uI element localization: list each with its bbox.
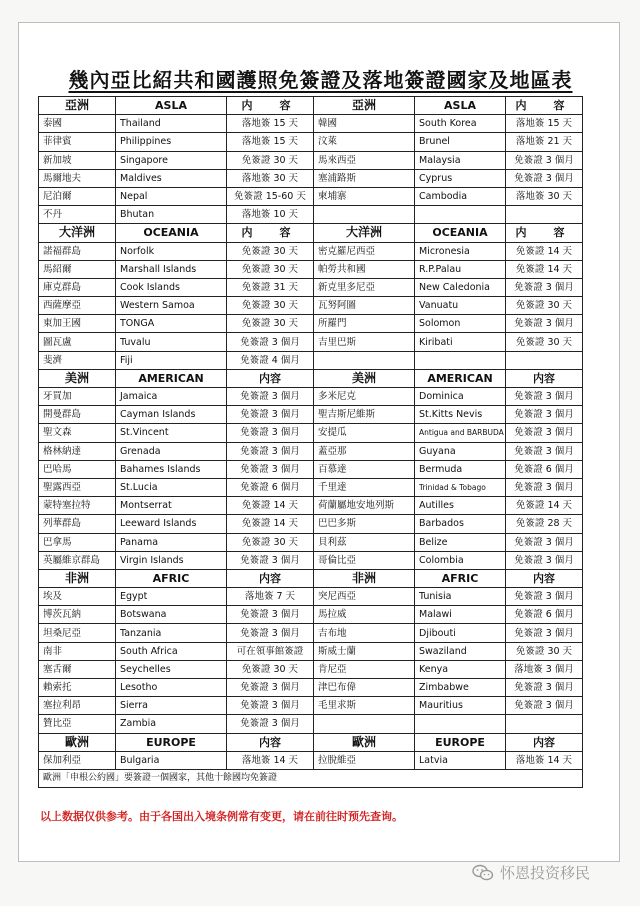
- country-en-right: Guyana: [415, 442, 506, 460]
- footnote-row: [39, 769, 583, 787]
- country-cn-right: 哥倫比亞: [314, 551, 415, 569]
- country-cn: 博茨瓦納: [39, 606, 116, 624]
- table-row: [39, 242, 583, 260]
- country-cn-right: [314, 351, 415, 369]
- country-en: Philippines: [116, 133, 227, 151]
- table-row: [39, 388, 583, 406]
- visa-status: 落地簽 15 天: [227, 115, 314, 133]
- country-en: Marshall Islands: [116, 260, 227, 278]
- region-en-left: AMERICAN: [116, 369, 227, 387]
- country-cn: 列華群島: [39, 515, 116, 533]
- country-en: Panama: [116, 533, 227, 551]
- region-cn-right: 大洋洲: [314, 224, 415, 242]
- country-en-right: Micronesia: [415, 242, 506, 260]
- country-cn: 保加利亞: [39, 751, 116, 769]
- country-en-right: Cyprus: [415, 169, 506, 187]
- visa-status: 免簽證 3 個月: [227, 424, 314, 442]
- table-row: [39, 187, 583, 205]
- country-cn-right: 斯威士蘭: [314, 642, 415, 660]
- country-en: TONGA: [116, 315, 227, 333]
- visa-status: 免簽證 14 天: [227, 497, 314, 515]
- content-header-right: 内容: [506, 733, 583, 751]
- country-cn: 菲律賓: [39, 133, 116, 151]
- country-en: Sierra: [116, 697, 227, 715]
- table-row: [39, 460, 583, 478]
- visa-status-right: 免簽證 3 個月: [506, 697, 583, 715]
- region-en-left: ASLA: [116, 97, 227, 115]
- country-cn-right: 安提瓜: [314, 424, 415, 442]
- country-cn: 諾福群島: [39, 242, 116, 260]
- visa-status-right: 免簽證 3 個月: [506, 442, 583, 460]
- content-header-left: 内 容: [227, 97, 314, 115]
- visa-status-right: 落地簽 21 天: [506, 133, 583, 151]
- region-en-right: AFRIC: [415, 569, 506, 587]
- country-en-right: Malaysia: [415, 151, 506, 169]
- country-cn: 新加坡: [39, 151, 116, 169]
- content-header-left: 内 容: [227, 224, 314, 242]
- country-cn: 格林納達: [39, 442, 116, 460]
- visa-status-right: 免簽證 3 個月: [506, 551, 583, 569]
- visa-status-right: [506, 206, 583, 224]
- table-row: [39, 115, 583, 133]
- country-en: Montserrat: [116, 497, 227, 515]
- visa-status-right: 免簽證 3 個月: [506, 533, 583, 551]
- country-en: Thailand: [116, 115, 227, 133]
- content-header-right: 内 容: [506, 224, 583, 242]
- visa-status-right: 免簽證 28 天: [506, 515, 583, 533]
- visa-status: 免簽證 3 個月: [227, 606, 314, 624]
- country-en-right: Mauritius: [415, 697, 506, 715]
- country-en: Western Samoa: [116, 297, 227, 315]
- country-cn-right: 肯尼亞: [314, 660, 415, 678]
- visa-status-right: 免簽證 3 個月: [506, 388, 583, 406]
- document-title: 幾內亞比紹共和國護照免簽證及落地簽證國家及地區表: [68, 68, 573, 92]
- table-row: [39, 151, 583, 169]
- visa-status: 免簽證 30 天: [227, 297, 314, 315]
- country-en: St.Lucia: [116, 478, 227, 496]
- table-row: [39, 333, 583, 351]
- section-header-row: [39, 569, 583, 587]
- country-cn: 尼泊爾: [39, 187, 116, 205]
- country-cn-right: 塞浦路斯: [314, 169, 415, 187]
- visa-status: 免簽證 3 個月: [227, 697, 314, 715]
- region-cn-left: 美洲: [39, 369, 116, 387]
- country-en: Jamaica: [116, 388, 227, 406]
- country-cn: 南非: [39, 642, 116, 660]
- visa-status: 免簽證 30 天: [227, 242, 314, 260]
- visa-status-right: 免簽證 30 天: [506, 297, 583, 315]
- country-en-right: Trinidad & Tobago: [415, 478, 506, 496]
- country-en-right: Autilles: [415, 497, 506, 515]
- table-row: [39, 715, 583, 733]
- country-en-right: [415, 715, 506, 733]
- country-cn-right: [314, 206, 415, 224]
- region-cn-right: 亞洲: [314, 97, 415, 115]
- visa-status: 免簽證 3 個月: [227, 388, 314, 406]
- country-cn-right: 荷蘭屬地安地列斯: [314, 497, 415, 515]
- visa-status-right: 免簽證 3 個月: [506, 588, 583, 606]
- visa-status: 免簽證 30 天: [227, 315, 314, 333]
- region-cn-left: 歐洲: [39, 733, 116, 751]
- watermark: [472, 862, 590, 883]
- visa-status: 免簽證 3 個月: [227, 551, 314, 569]
- country-cn: 聖文森: [39, 424, 116, 442]
- country-cn: 塞舌爾: [39, 660, 116, 678]
- country-en: Seychelles: [116, 660, 227, 678]
- visa-status-right: [506, 715, 583, 733]
- table-row: [39, 588, 583, 606]
- country-en-right: Zimbabwe: [415, 679, 506, 697]
- country-cn: 巴拿馬: [39, 533, 116, 551]
- visa-status: 落地簽 15 天: [227, 133, 314, 151]
- visa-status: 免簽證 30 天: [227, 660, 314, 678]
- visa-status-right: 落地簽 30 天: [506, 187, 583, 205]
- region-cn-right: 歐洲: [314, 733, 415, 751]
- country-cn-right: 百慕達: [314, 460, 415, 478]
- visa-status: 免簽證 30 天: [227, 533, 314, 551]
- country-en-right: Antigua and BARBUDA: [415, 424, 506, 442]
- country-cn-right: 柬埔寨: [314, 187, 415, 205]
- visa-status: 落地簽 14 天: [227, 751, 314, 769]
- country-cn: 賴索托: [39, 679, 116, 697]
- visa-status: 免簽證 3 個月: [227, 460, 314, 478]
- region-en-left: EUROPE: [116, 733, 227, 751]
- country-en-right: Belize: [415, 533, 506, 551]
- country-cn: 馬紹爾: [39, 260, 116, 278]
- visa-status-right: [506, 351, 583, 369]
- country-cn-right: 所羅門: [314, 315, 415, 333]
- visa-status: 免簽證 31 天: [227, 278, 314, 296]
- table-row: [39, 533, 583, 551]
- schengen-footnote: 歐洲「申根公約國」要簽證一個國家，其他十餘國均免簽證: [39, 769, 583, 787]
- visa-status-right: 免簽證 3 個月: [506, 278, 583, 296]
- visa-status: 免簽證 14 天: [227, 515, 314, 533]
- country-en-right: Bermuda: [415, 460, 506, 478]
- country-cn-right: 帕勞共和國: [314, 260, 415, 278]
- visa-status-right: 免簽證 30 天: [506, 642, 583, 660]
- country-en-right: Kiribati: [415, 333, 506, 351]
- country-cn: 贊比亞: [39, 715, 116, 733]
- section-header-row: [39, 97, 583, 115]
- table-row: [39, 697, 583, 715]
- region-en-left: OCEANIA: [116, 224, 227, 242]
- content-header-left: 内容: [227, 369, 314, 387]
- table-row: [39, 642, 583, 660]
- country-cn: 開曼群島: [39, 406, 116, 424]
- table-row: [39, 442, 583, 460]
- country-en: Tuvalu: [116, 333, 227, 351]
- country-cn-right: 多米尼克: [314, 388, 415, 406]
- visa-status: 免簽證 3 個月: [227, 624, 314, 642]
- country-en: Norfolk: [116, 242, 227, 260]
- country-cn: 坦桑尼亞: [39, 624, 116, 642]
- country-en: Nepal: [116, 187, 227, 205]
- country-en: Virgin Islands: [116, 551, 227, 569]
- section-header-row: [39, 369, 583, 387]
- table-row: [39, 660, 583, 678]
- country-cn-right: 密克羅尼西亞: [314, 242, 415, 260]
- table-row: [39, 315, 583, 333]
- content-header-right: 内 容: [506, 97, 583, 115]
- country-en-right: [415, 351, 506, 369]
- country-en-right: Colombia: [415, 551, 506, 569]
- country-cn: 不丹: [39, 206, 116, 224]
- visa-status-right: 免簽證 3 個月: [506, 169, 583, 187]
- country-cn: 庫克群島: [39, 278, 116, 296]
- country-en-right: R.P.Palau: [415, 260, 506, 278]
- visa-status-right: 免簽證 3 個月: [506, 315, 583, 333]
- country-en: Botswana: [116, 606, 227, 624]
- visa-status-right: 免簽證 3 個月: [506, 424, 583, 442]
- country-cn: 埃及: [39, 588, 116, 606]
- country-cn-right: 貝利茲: [314, 533, 415, 551]
- country-en-right: Latvia: [415, 751, 506, 769]
- country-cn-right: 蓋亞那: [314, 442, 415, 460]
- section-header-row: [39, 224, 583, 242]
- table-row: [39, 679, 583, 697]
- country-en: St.Vincent: [116, 424, 227, 442]
- table-row: [39, 478, 583, 496]
- country-cn-right: 馬來西亞: [314, 151, 415, 169]
- region-en-right: OCEANIA: [415, 224, 506, 242]
- visa-status-right: 免簽證 3 個月: [506, 151, 583, 169]
- country-en-right: New Caledonia: [415, 278, 506, 296]
- visa-status: 可在領事館簽證: [227, 642, 314, 660]
- table-row: [39, 278, 583, 296]
- table-row: [39, 406, 583, 424]
- country-cn-right: 韓國: [314, 115, 415, 133]
- country-en-right: Tunisia: [415, 588, 506, 606]
- country-cn-right: 聖吉斯尼維斯: [314, 406, 415, 424]
- country-cn-right: 新克里多尼亞: [314, 278, 415, 296]
- country-en-right: St.Kitts Nevis: [415, 406, 506, 424]
- country-cn: 東加王國: [39, 315, 116, 333]
- section-header-row: [39, 733, 583, 751]
- visa-status-right: 免簽證 30 天: [506, 333, 583, 351]
- visa-table-body: [39, 97, 583, 788]
- country-cn-right: 馬拉威: [314, 606, 415, 624]
- region-cn-left: 非洲: [39, 569, 116, 587]
- table-row: [39, 169, 583, 187]
- country-cn-right: 毛里求斯: [314, 697, 415, 715]
- country-cn: 牙買加: [39, 388, 116, 406]
- visa-status: 落地簽 7 天: [227, 588, 314, 606]
- visa-status-right: 免簽證 14 天: [506, 242, 583, 260]
- country-cn: 斐濟: [39, 351, 116, 369]
- visa-status: 免簽證 30 天: [227, 151, 314, 169]
- country-en-right: Vanuatu: [415, 297, 506, 315]
- country-en-right: Swaziland: [415, 642, 506, 660]
- content-header-right: 内容: [506, 569, 583, 587]
- visa-status: 落地簽 10 天: [227, 206, 314, 224]
- country-cn-right: 巴巴多斯: [314, 515, 415, 533]
- content-header-right: 内容: [506, 369, 583, 387]
- table-row: [39, 297, 583, 315]
- table-row: [39, 424, 583, 442]
- region-en-right: ASLA: [415, 97, 506, 115]
- country-en: Fiji: [116, 351, 227, 369]
- visa-table: [38, 96, 583, 788]
- country-cn-right: 吉布地: [314, 624, 415, 642]
- country-cn-right: [314, 715, 415, 733]
- table-row: [39, 515, 583, 533]
- wechat-icon: [472, 864, 494, 882]
- visa-status: 免簽證 4 個月: [227, 351, 314, 369]
- country-en-right: Kenya: [415, 660, 506, 678]
- visa-status-right: 免簽證 6 個月: [506, 460, 583, 478]
- country-en-right: [415, 206, 506, 224]
- country-cn-right: 突尼西亞: [314, 588, 415, 606]
- country-en-right: South Korea: [415, 115, 506, 133]
- country-en: Grenada: [116, 442, 227, 460]
- region-cn-right: 美洲: [314, 369, 415, 387]
- region-en-right: AMERICAN: [415, 369, 506, 387]
- region-en-left: AFRIC: [116, 569, 227, 587]
- country-en-right: Malawi: [415, 606, 506, 624]
- country-en: Bulgaria: [116, 751, 227, 769]
- country-cn-right: 津巴布偉: [314, 679, 415, 697]
- region-cn-left: 亞洲: [39, 97, 116, 115]
- country-en: Maldives: [116, 169, 227, 187]
- country-en: Cook Islands: [116, 278, 227, 296]
- country-en-right: Djibouti: [415, 624, 506, 642]
- country-en: Egypt: [116, 588, 227, 606]
- country-cn-right: 千里達: [314, 478, 415, 496]
- country-en-right: Brunel: [415, 133, 506, 151]
- visa-status-right: 免簽證 14 天: [506, 497, 583, 515]
- watermark-text: 怀恩投资移民: [500, 864, 591, 882]
- visa-status-right: 免簽證 3 個月: [506, 478, 583, 496]
- table-row: [39, 497, 583, 515]
- visa-status-right: 免簽證 3 個月: [506, 624, 583, 642]
- visa-status-right: 落地簽 15 天: [506, 115, 583, 133]
- country-cn: 英屬維京群島: [39, 551, 116, 569]
- content-header-left: 内容: [227, 733, 314, 751]
- country-en: Bahames Islands: [116, 460, 227, 478]
- country-cn: 圖瓦盧: [39, 333, 116, 351]
- country-cn: 泰國: [39, 115, 116, 133]
- visa-status-right: 免簽證 3 個月: [506, 406, 583, 424]
- country-en: South Africa: [116, 642, 227, 660]
- country-cn: 西薩摩亞: [39, 297, 116, 315]
- country-en-right: Dominica: [415, 388, 506, 406]
- visa-status: 免簽證 3 個月: [227, 679, 314, 697]
- table-row: [39, 351, 583, 369]
- country-en: Lesotho: [116, 679, 227, 697]
- visa-status: 免簽證 3 個月: [227, 715, 314, 733]
- visa-status-right: 免簽證 3 個月: [506, 679, 583, 697]
- visa-status: 免簽證 3 個月: [227, 406, 314, 424]
- visa-status: 落地簽 30 天: [227, 169, 314, 187]
- visa-status-right: 免簽證 6 個月: [506, 606, 583, 624]
- table-row: [39, 133, 583, 151]
- country-cn: 巴哈馬: [39, 460, 116, 478]
- country-en-right: Barbados: [415, 515, 506, 533]
- country-cn-right: 拉脫維亞: [314, 751, 415, 769]
- country-cn: 聖露西亞: [39, 478, 116, 496]
- region-cn-right: 非洲: [314, 569, 415, 587]
- country-en: Cayman Islands: [116, 406, 227, 424]
- region-cn-left: 大洋洲: [39, 224, 116, 242]
- country-cn-right: 汶萊: [314, 133, 415, 151]
- country-en: Bhutan: [116, 206, 227, 224]
- country-cn-right: 瓦努阿圖: [314, 297, 415, 315]
- country-en: Singapore: [116, 151, 227, 169]
- country-en: Leeward Islands: [116, 515, 227, 533]
- visa-status: 免簽證 15-60 天: [227, 187, 314, 205]
- table-row: [39, 624, 583, 642]
- country-cn: 馬爾地夫: [39, 169, 116, 187]
- country-en-right: Cambodia: [415, 187, 506, 205]
- table-row: [39, 751, 583, 769]
- table-row: [39, 606, 583, 624]
- table-row: [39, 551, 583, 569]
- country-en: Zambia: [116, 715, 227, 733]
- disclaimer-note: 以上数据仅供参考。由于各国出入境条例常有变更，请在前往时预先查询。: [40, 810, 403, 823]
- table-row: [39, 206, 583, 224]
- country-en-right: Solomon: [415, 315, 506, 333]
- content-header-left: 内容: [227, 569, 314, 587]
- visa-status-right: 落地簽 14 天: [506, 751, 583, 769]
- region-en-right: EUROPE: [415, 733, 506, 751]
- country-en: Tanzania: [116, 624, 227, 642]
- country-cn-right: 吉里巴斯: [314, 333, 415, 351]
- country-cn: 蒙特塞拉特: [39, 497, 116, 515]
- visa-status: 免簽證 3 個月: [227, 333, 314, 351]
- country-cn: 塞拉利昂: [39, 697, 116, 715]
- visa-status-right: 落地簽 3 個月: [506, 660, 583, 678]
- visa-status: 免簽證 6 個月: [227, 478, 314, 496]
- visa-status: 免簽證 30 天: [227, 260, 314, 278]
- table-row: [39, 260, 583, 278]
- visa-status: 免簽證 3 個月: [227, 442, 314, 460]
- visa-status-right: 免簽證 14 天: [506, 260, 583, 278]
